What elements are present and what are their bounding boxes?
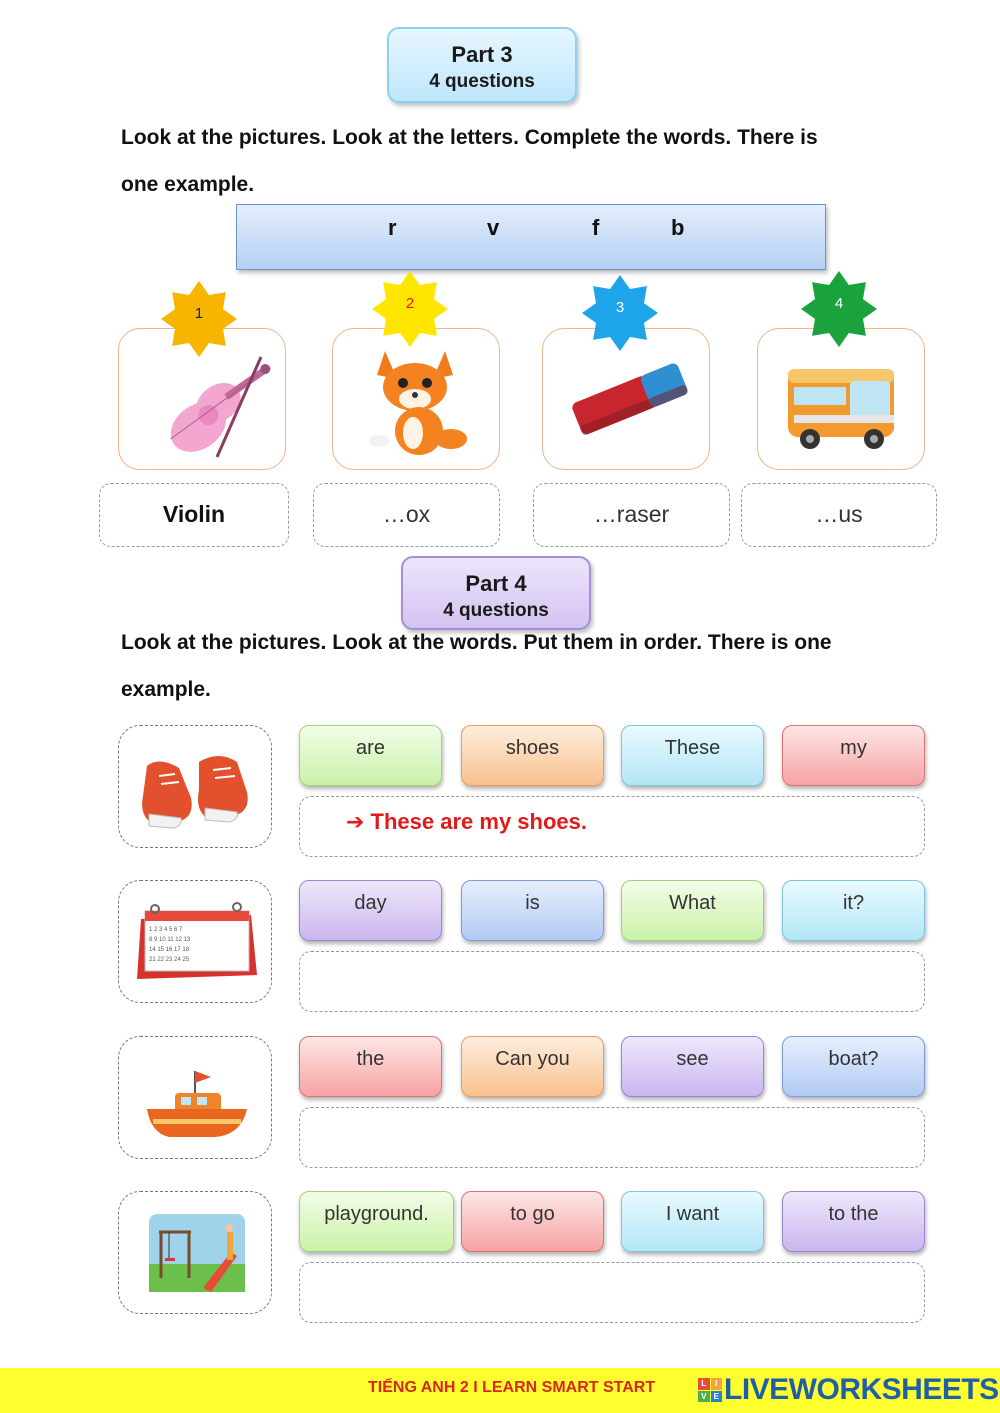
word-tile[interactable]: These [621,725,764,786]
playground-card [118,1191,272,1314]
answer-box-3[interactable]: …raser [533,483,730,547]
part3-instruction-line2: one example. [121,173,255,196]
liveworksheets-logo-icon [698,1378,722,1402]
answer-box-2[interactable]: …ox [313,483,500,547]
question-number: 1 [194,305,204,322]
part3-subtitle: 4 questions [429,71,535,92]
word-tile[interactable]: to the [782,1191,925,1252]
logo-letter: L [698,1378,710,1390]
word-tile[interactable]: day [299,880,442,941]
letter-v: v [487,215,500,240]
bus-icon [758,329,926,471]
svg-text:8 9 10 11 12 13: 8 9 10 11 12 13 [149,937,191,943]
footer-course-title: TIẾNG ANH 2 I LEARN SMART START [368,1379,656,1396]
word-tile[interactable]: are [299,725,442,786]
part3-instruction-line1: Look at the pictures. Look at the letters. Complete the words. There is [121,126,818,149]
liveworksheets-logo[interactable] [698,1372,999,1408]
sentence-box-2[interactable] [299,951,925,1012]
question-badge-2 [369,268,451,350]
question-badge-4 [798,268,880,350]
liveworksheets-logo-text: LIVEWORKSHEETS [724,1373,999,1406]
question-badge-1 [158,278,240,360]
sentence-box-4[interactable] [299,1262,925,1323]
logo-letter: E [711,1391,723,1403]
word-tile[interactable]: to go [461,1191,604,1252]
boat-card [118,1036,272,1159]
sentence-box-3[interactable] [299,1107,925,1168]
part4-instruction-line1: Look at the pictures. Look at the words. Put them in order. There is one [121,631,832,654]
part3-header [387,27,577,103]
shoes-card [118,725,272,848]
word-tile[interactable]: boat? [782,1036,925,1097]
word-tile[interactable]: my [782,725,925,786]
letter-f: f [592,215,600,240]
calendar-icon [119,881,273,1004]
letter-b: b [671,215,685,240]
svg-text:14 15 16 17 18: 14 15 16 17 18 [149,947,190,953]
letter-r: r [388,215,397,240]
question-number: 4 [834,295,844,312]
answer-box-1: Violin [99,483,289,547]
example-sentence: ➔ These are my shoes. [346,809,587,834]
question-badge-3 [579,272,661,354]
calendar-card [118,880,272,1003]
word-tile[interactable]: is [461,880,604,941]
word-tile[interactable]: the [299,1036,442,1097]
word-tile[interactable]: shoes [461,725,604,786]
word-tile[interactable]: What [621,880,764,941]
logo-letter: I [711,1378,723,1390]
logo-letter: V [698,1391,710,1403]
part4-instruction-line2: example. [121,678,211,701]
word-tile[interactable]: it? [782,880,925,941]
part4-subtitle: 4 questions [443,600,549,621]
question-number: 3 [615,299,625,316]
answer-box-4[interactable]: …us [741,483,937,547]
word-tile[interactable]: playground. [299,1191,454,1252]
word-tile[interactable]: Can you [461,1036,604,1097]
shoes-icon [119,726,273,849]
svg-text:21 22 23 24 25: 21 22 23 24 25 [149,957,190,963]
boat-icon [119,1037,273,1160]
word-tile[interactable]: see [621,1036,764,1097]
word-tile[interactable]: I want [621,1191,764,1252]
letter-bank [236,204,826,270]
question-number: 2 [405,295,415,312]
part4-title: Part 4 [465,571,527,596]
svg-text:1 2 3 4 5 6 7: 1 2 3 4 5 6 7 [149,927,183,933]
part3-title: Part 3 [451,42,513,67]
sentence-box-1 [299,796,925,857]
playground-icon [119,1192,273,1315]
footer-bar [0,1368,1000,1413]
fox-icon [333,329,501,471]
